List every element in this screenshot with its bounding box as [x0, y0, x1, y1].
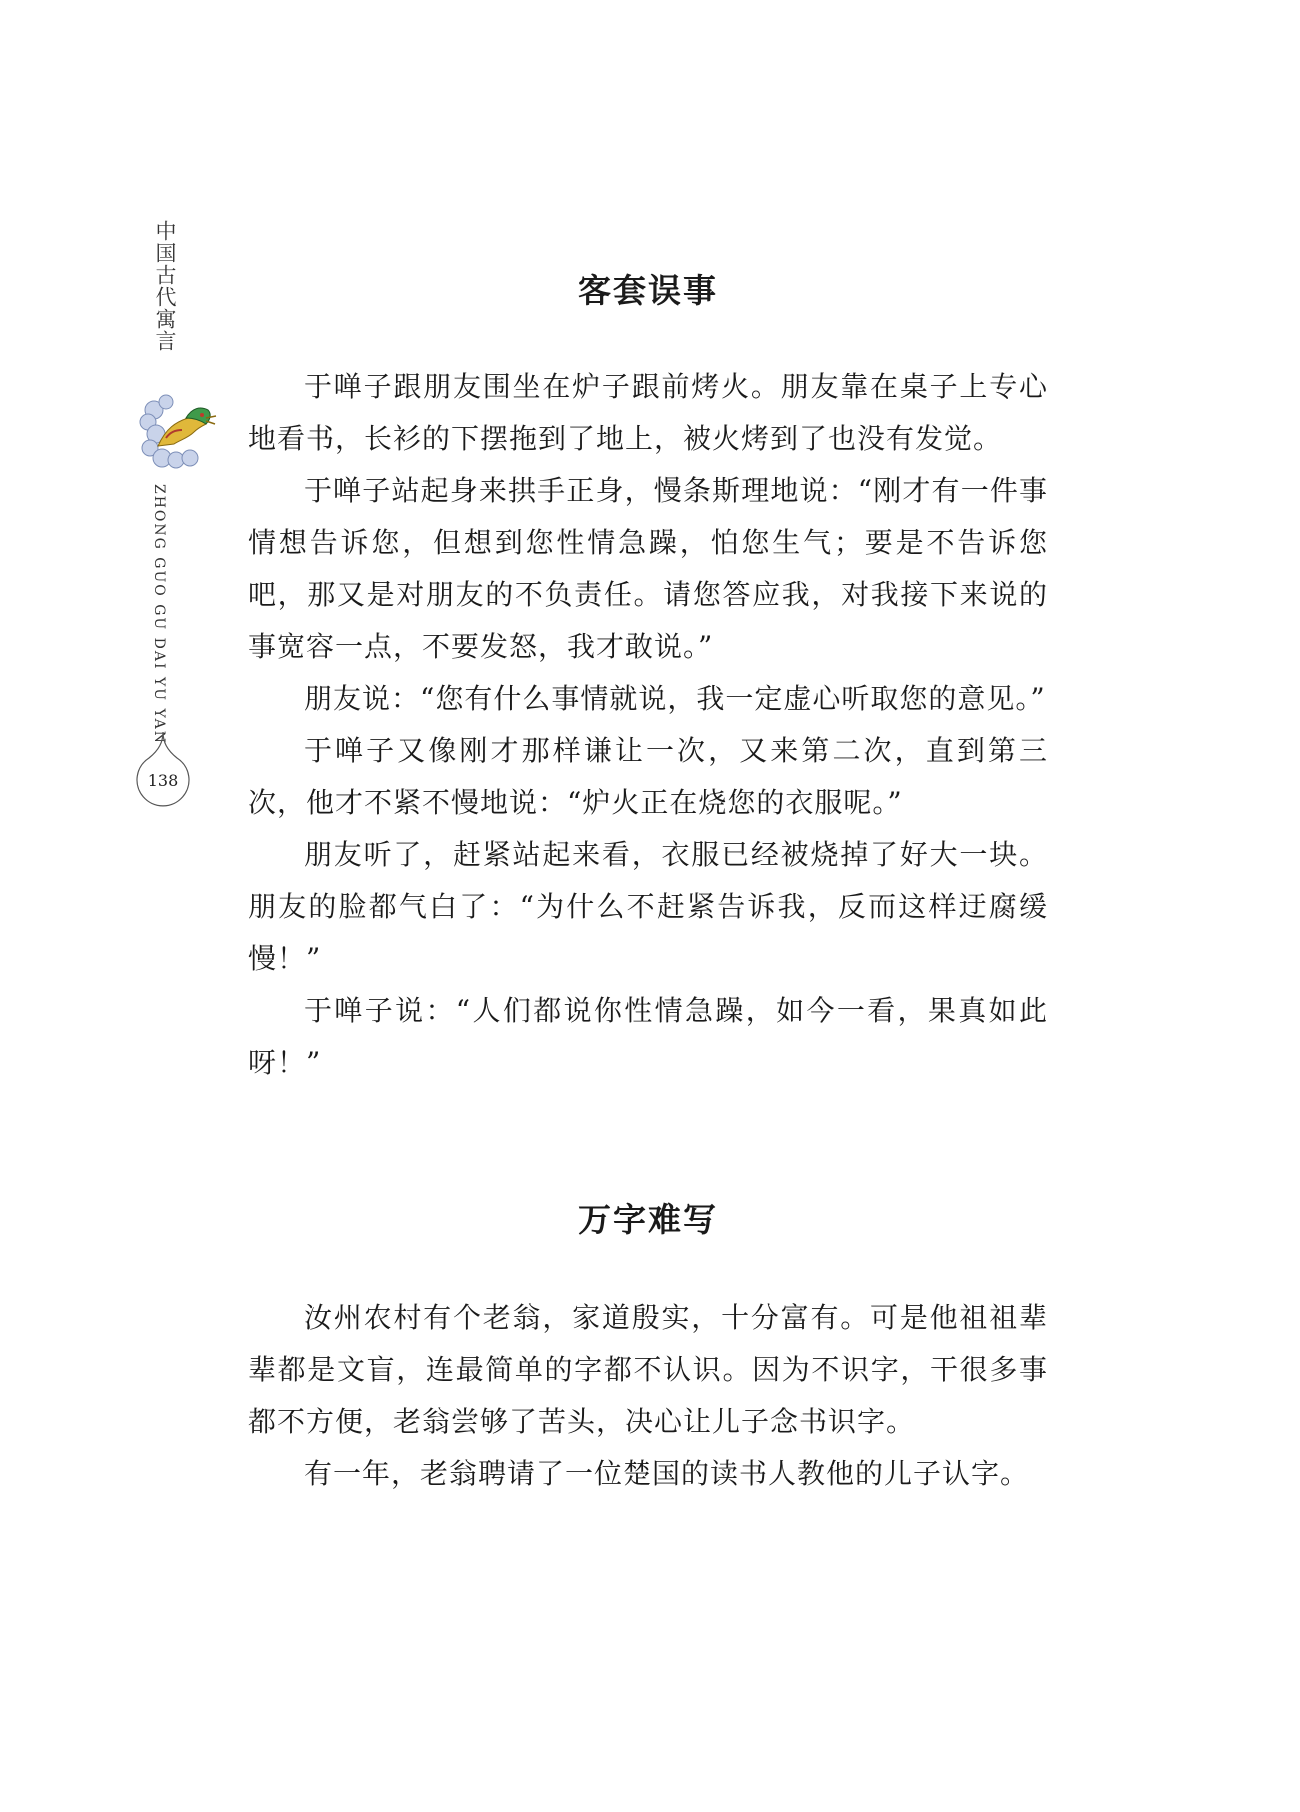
story-section: [248, 265, 1048, 1089]
dragon-emblem-icon: [136, 388, 218, 470]
page-badge-icon: [133, 730, 193, 810]
main-content: [248, 265, 1048, 1500]
paragraph: 朋友听了，赶紧站起来看，衣服已经被烧掉了好大一块。朋友的脸都气白了：“为什么不赶紧告诉我，反而这样迂腐缓慢！”: [248, 838, 1048, 975]
paragraph: 有一年，老翁聘请了一位楚国的读书人教他的儿子认字。: [304, 1457, 1030, 1490]
paragraph: 朋友说：“您有什么事情就说，我一定虚心听取您的意见。”: [304, 682, 1046, 715]
page-number: 138: [147, 771, 179, 790]
paragraph: 于啴子说：“人们都说你性情急躁，如今一看，果真如此呀！”: [248, 994, 1048, 1079]
paragraph: 于啴子站起身来拱手正身，慢条斯理地说：“刚才有一件事情想告诉您，但想到您性情急躁，怕您生气；要是不告诉您吧，那又是对朋友的不负责任。请您答应我，对我接下来说的事宽容一点，不要发怒，我才敢说。”: [248, 474, 1048, 663]
story-title: 万字难写: [578, 1200, 718, 1239]
story-section: [248, 1194, 1048, 1500]
story-title: 客套误事: [578, 271, 718, 310]
paragraph: 汝州农村有个老翁，家道殷实，十分富有。可是他祖祖辈辈都是文盲，连最简单的字都不认识。因为不识字，干很多事都不方便，老翁尝够了苦头，决心让儿子念书识字。: [248, 1301, 1048, 1438]
pinyin-title: ZHONG GUO GU DAI YU YAN: [151, 484, 167, 745]
paragraph: 于啴子跟朋友围坐在炉子跟前烤火。朋友靠在桌子上专心地看书，长衫的下摆拖到了地上，被火烤到了也没有发觉。: [248, 370, 1048, 455]
paragraph: 于啴子又像刚才那样谦让一次，又来第二次，直到第三次，他才不紧不慢地说：“炉火正在烧您的衣服呢。”: [248, 734, 1048, 819]
book-title: 中国古代寓言: [153, 220, 177, 352]
